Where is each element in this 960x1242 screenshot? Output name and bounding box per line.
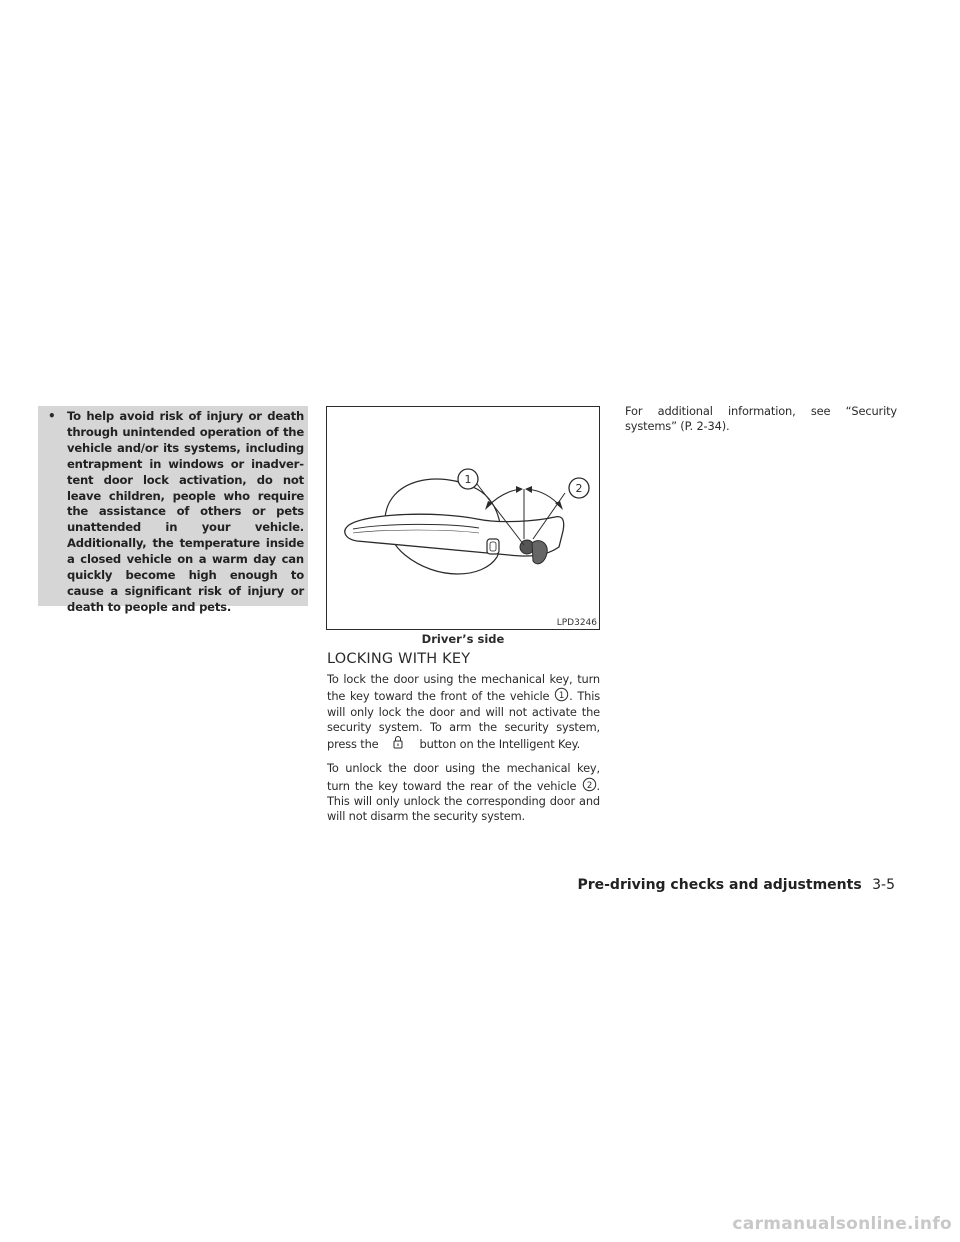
lock-text-c: button on the Intelligent Key. [419, 737, 581, 752]
chapter-title: Pre-driving checks and adjustments [577, 877, 862, 893]
request-switch [487, 539, 499, 554]
arrowhead [516, 486, 523, 493]
lock-button-icon [382, 735, 416, 750]
callout-1-number: 1 [558, 691, 565, 702]
unlock-text-b: . This will only unlock the corresponding door and will not disarm the security system. [327, 778, 600, 824]
watermark: carmanualsonline.info [732, 1214, 952, 1234]
section-body [327, 672, 600, 834]
unlock-direction-arc [527, 489, 561, 507]
warning-text: To help avoid risk of injury or death through unintended operation of the vehicle and/or its systems, including entrapment in windows or inadvertent door lock activation, do not leave children, people who require the assistance of others or pets unattended in your vehicle. Additionally, the temperature inside a closed vehicle on a warm day can quickly become high enough to cause a significant risk of injury or death to people and pets. [67, 409, 304, 614]
section-heading: LOCKING WITH KEY [327, 651, 471, 667]
bullet: • [48, 409, 56, 423]
lock-paragraph [327, 672, 600, 752]
key [532, 541, 547, 564]
figure-caption: Driver’s side [421, 632, 505, 646]
figure-code: LPD3246 [556, 618, 597, 628]
lock-text-b: . This will only lock the door and will not activate the security system. To arm the security system, press the [327, 689, 600, 752]
lock-text-a: To lock the door using the mechanical key, turn the key toward the front of the vehicle [327, 672, 600, 704]
callout-2-number: 2 [586, 780, 592, 791]
unlock-text-a: To unlock the door using the mechanical key, turn the key toward the rear of the vehicle [327, 761, 600, 793]
warning-item [48, 409, 304, 616]
unlock-paragraph [327, 761, 600, 824]
page-number: 3-5 [872, 877, 895, 893]
callout-1-icon [554, 687, 569, 702]
page-footer [577, 876, 895, 894]
additional-info: For additional information, see “Security systems” (P. 2-34). [625, 404, 897, 434]
callout-2-label: 2 [575, 482, 583, 495]
callout-2-icon [582, 777, 597, 792]
additional-info-column [625, 404, 897, 444]
arrowhead [525, 486, 532, 493]
door-handle-figure [326, 406, 600, 630]
door-handle-illustration [327, 407, 600, 630]
callout-1-label: 1 [464, 473, 472, 486]
warning-box [38, 406, 308, 614]
